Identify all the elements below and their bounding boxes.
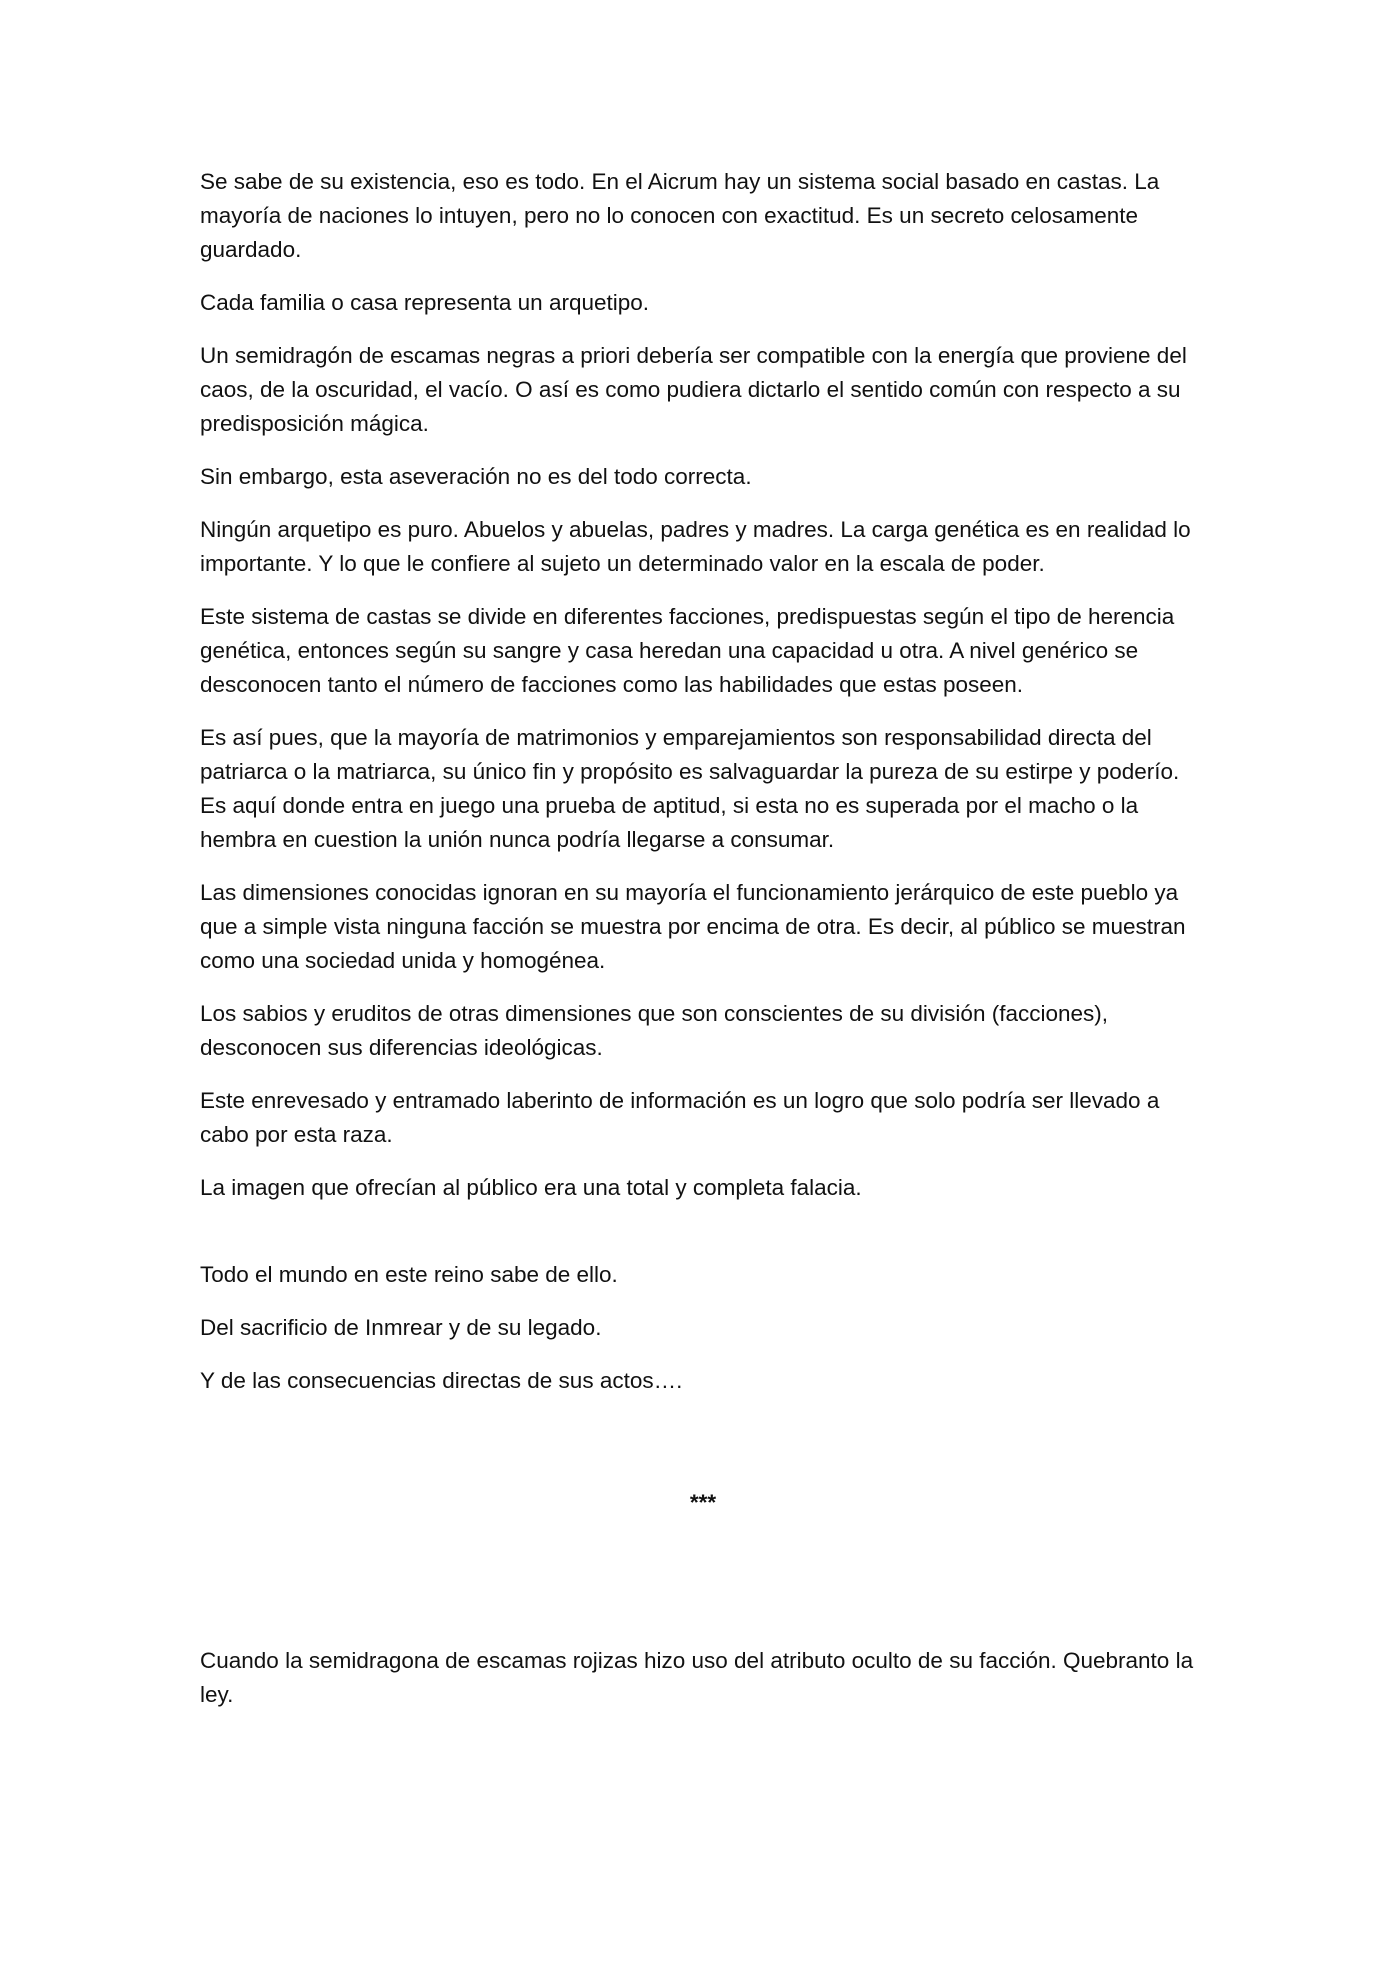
paragraph: Este sistema de castas se divide en diferentes facciones, predispuestas según el tipo de herencia genética, entonces según su sangre y casa heredan una capacidad u otra. A nivel genérico se desconocen tanto el número de facciones como las habilidades que estas poseen. [200, 604, 1175, 697]
paragraph: Todo el mundo en este reino sabe de ello. [200, 1262, 618, 1287]
paragraph: Y de las consecuencias directas de sus actos…. [200, 1368, 683, 1393]
paragraph: Las dimensiones conocidas ignoran en su mayoría el funcionamiento jerárquico de este pueblo ya que a simple vista ninguna facción se muestra por encima de otra. Es decir, al público se muestran como una sociedad unida y homogénea. [200, 880, 1186, 973]
paragraph: Este enrevesado y entramado laberinto de información es un logro que solo podría ser llevado a cabo por esta raza. [200, 1088, 1160, 1147]
paragraph: Sin embargo, esta aseveración no es del todo correcta. [200, 464, 752, 489]
paragraph: Se sabe de su existencia, eso es todo. En el Aicrum hay un sistema social basado en castas. La mayoría de naciones lo intuyen, pero no lo conocen con exactitud. Es un secreto celosamente guardado. [200, 169, 1160, 262]
paragraph: Cuando la semidragona de escamas rojizas hizo uso del atributo oculto de su facción. Quebranto la ley. [200, 1648, 1194, 1707]
document-body [200, 165, 1206, 1731]
paragraph: Cada familia o casa representa un arquetipo. [200, 290, 650, 315]
paragraph: Los sabios y eruditos de otras dimensiones que son conscientes de su división (facciones), desconocen sus diferencias ideológicas. [200, 1001, 1108, 1060]
blank-line [200, 1224, 1206, 1258]
paragraph: Un semidragón de escamas negras a priori debería ser compatible con la energía que proviene del caos, de la oscuridad, el vacío. O así es como pudiera dictarlo el sentido común con respecto a su predisposición mágica. [200, 343, 1187, 436]
paragraph: Es así pues, que la mayoría de matrimonios y emparejamientos son responsabilidad directa del patriarca o la matriarca, su único fin y propósito es salvaguardar la pureza de su estirpe y poderío. Es aquí donde entra en juego una prueba de aptitud, si esta no es superada por el macho o la hembra en cuestion la unión nunca podría llegarse a consumar. [200, 725, 1180, 852]
paragraph: Ningún arquetipo es puro. Abuelos y abuelas, padres y madres. La carga genética es en realidad lo importante. Y lo que le confiere al sujeto un determinado valor en la escala de poder. [200, 517, 1191, 576]
section-separator: *** [689, 1490, 717, 1515]
paragraph: Del sacrificio de Inmrear y de su legado. [200, 1315, 602, 1340]
paragraph: La imagen que ofrecían al público era una total y completa falacia. [200, 1175, 862, 1200]
